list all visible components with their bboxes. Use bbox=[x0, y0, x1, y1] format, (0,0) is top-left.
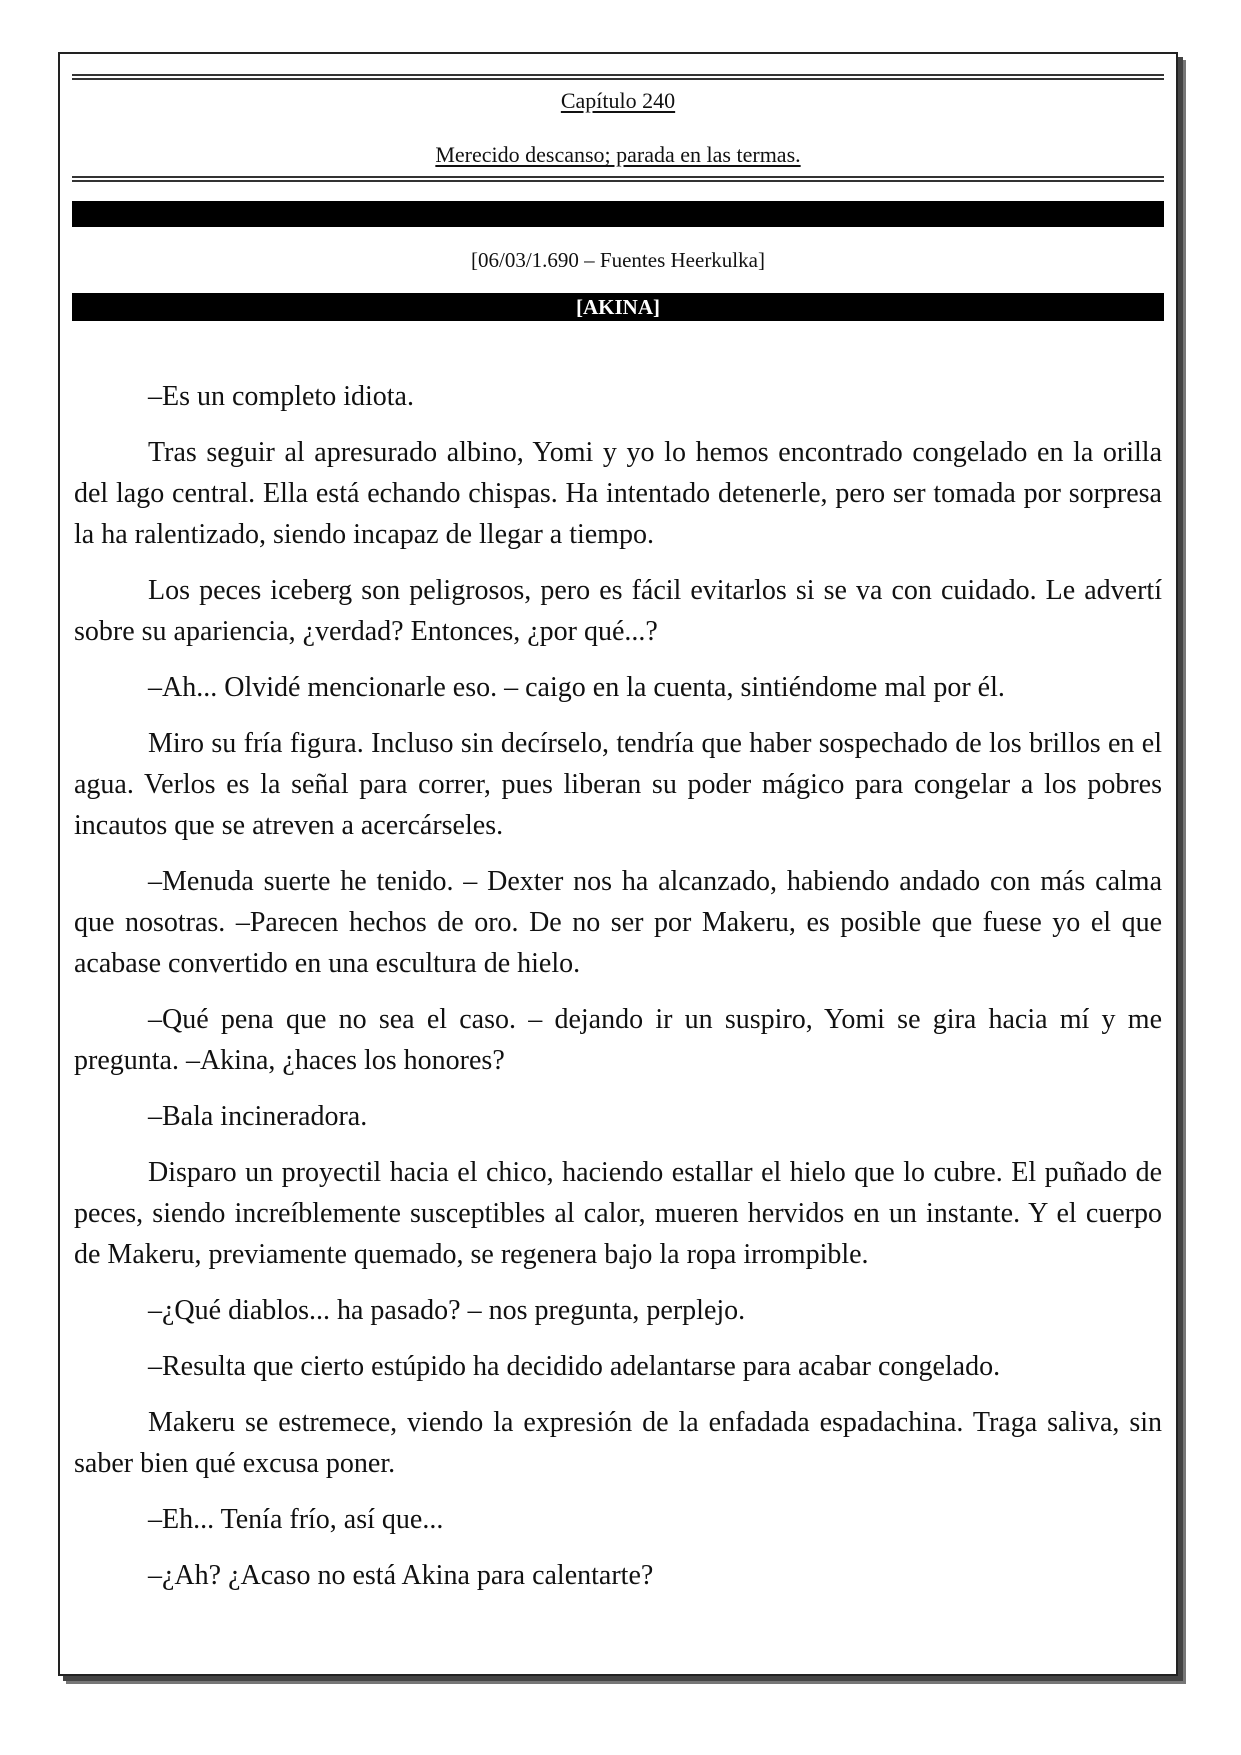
pov-banner: [AKINA] bbox=[72, 293, 1164, 321]
page-frame bbox=[58, 52, 1178, 1676]
story-text bbox=[74, 376, 1162, 1611]
header-bottom-rule bbox=[72, 176, 1164, 182]
paragraph: Makeru se estremece, viendo la expresión de la enfadada espadachina. Traga saliva, sin saber bien qué excusa poner. bbox=[74, 1407, 1162, 1479]
paragraph: –Bala incineradora. bbox=[148, 1101, 368, 1132]
paragraph: Disparo un proyectil hacia el chico, haciendo estallar el hielo que lo cubre. El puñado de peces, siendo increíblemente susceptibles al calor, mueren hervidos en un instante. Y el cuerpo de Makeru, previamente quemado, se regenera bajo la ropa irrompible. bbox=[74, 1157, 1162, 1270]
paragraph: –¿Qué diablos... ha pasado? – nos pregunta, perplejo. bbox=[148, 1295, 746, 1326]
paragraph: –Resulta que cierto estúpido ha decidido adelantarse para acabar congelado. bbox=[148, 1351, 1001, 1382]
paragraph: –Ah... Olvidé mencionarle eso. – caigo en la cuenta, sintiéndome mal por él. bbox=[148, 672, 1005, 703]
paragraph: Los peces iceberg son peligrosos, pero es fácil evitarlos si se va con cuidado. Le advertí sobre su apariencia, ¿verdad? Entonces, ¿por qué...? bbox=[74, 575, 1162, 647]
black-divider-bar bbox=[72, 201, 1164, 227]
date-location: [06/03/1.690 – Fuentes Heerkulka] bbox=[471, 248, 765, 272]
chapter-title: Merecido descanso; parada en las termas. bbox=[435, 142, 801, 167]
paragraph: Tras seguir al apresurado albino, Yomi y yo lo hemos encontrado congelado en la orilla del lago central. Ella está echando chispas. Ha intentado detenerle, pero ser tomada por sorpresa la ha ralentizado, siendo incapaz de llegar a tiempo. bbox=[74, 437, 1162, 550]
paragraph: Miro su fría figura. Incluso sin decírselo, tendría que haber sospechado de los brillos en el agua. Verlos es la señal para correr, pues liberan su poder mágico para congelar a los pobres incautos que se atreven a acercárseles. bbox=[74, 728, 1162, 841]
paragraph: –Es un completo idiota. bbox=[148, 381, 414, 412]
paragraph: –Menuda suerte he tenido. – Dexter nos ha alcanzado, habiendo andado con más calma que nosotras. –Parecen hechos de oro. De no ser por Makeru, es posible que fuese yo el que acabase convertido en una escultura de hielo. bbox=[74, 866, 1162, 979]
paragraph: –Qué pena que no sea el caso. – dejando ir un suspiro, Yomi se gira hacia mí y me pregunta. –Akina, ¿haces los honores? bbox=[74, 1004, 1162, 1076]
header-top-rule bbox=[72, 74, 1164, 80]
paragraph: –Eh... Tenía frío, así que... bbox=[148, 1504, 444, 1535]
paragraph: –¿Ah? ¿Acaso no está Akina para calentarte? bbox=[148, 1560, 654, 1591]
chapter-number: Capítulo 240 bbox=[560, 88, 676, 113]
